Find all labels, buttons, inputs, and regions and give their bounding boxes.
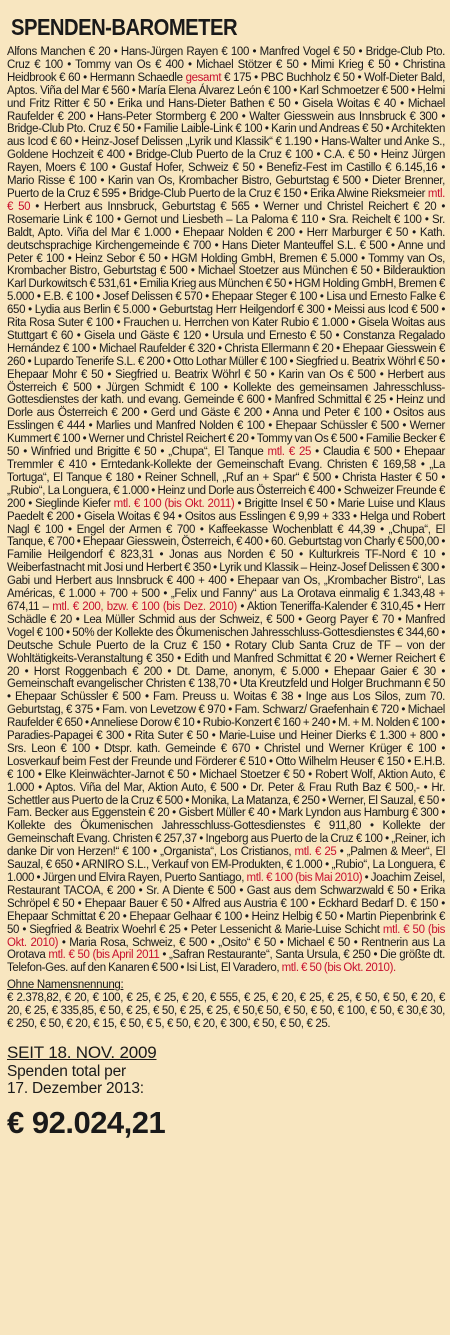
anonymous-donations: € 2.378,82, € 20, € 100, € 25, € 25, € 20, € 555, € 25, € 20, € 25, € 25, € 50, € 50, € 20, € 20, € 25, € 335,85, € 50, € 25, € 50, € 25, € 25, € 50,€ 50, € 50, € 50, € 100, € 50, € 30,€ 30, € 250, € 50, € 20, € 15, € 50, € 5, € 50, € 20, € 300, € 50, € 50, € 25. [7,992,445,1031]
donation-text: • Maria Rosa, Schweiz, € 500 • „Osito“ € 50 • Michael € 50 • Rentnerin aus La Orotava [7,936,445,962]
donation-text: • Claudia € 500 • Ehepaar Tremmler € 410 • Erntedank-Kollekte der Gemeinschaft Evang. Christen € 169,58 • „La Tortuga“, El Tanque € 180 • Reiner Schnell, „Ruf an + Spar“ € 500 • Christa Haster € 50 • „Rubio“, La Longuera, € 1.000 • Heinz und Dorle aus Österreich € 400 • Schweizer Freunde € 200 • Sieglinde Kiefer [7,446,445,510]
monthly-donation-note: mtl. € 100 (bis Okt. 2011) [113,497,235,510]
donations-list [7,46,445,975]
page-title: SPENDEN-BAROMETER [11,14,238,40]
donation-text: • Herbert aus Innsbruck, Geburtstag € 565 • Werner und Christel Reichert € 20 • Rosemarie Link € 100 • Gernot und Liesbeth – La Paloma € 110 • Sra. Reichelt € 100 • Sr. Baldt, Apto. Viña del Mar € 1.000 • Ehepaar Nolden € 200 • Herr Marburger € 50 • Kath. deutschsprachige Kirchengemeinde € 700 • Hans Dieter Manteuffel S.L. € 500 • Anne und Peter € 100 • Heinz Sebor € 50 • HGM Holding GmbH, Bremen € 5.000 • Tommy van Os, Krombacher Bistro, Geburtstag € 500 • Michael Stoetzer aus München € 50 • Bilderauktion Karl Durkowitsch € 531,61 • Emilia Krieg aus München € 50 • HGM Holding GmbH, Bremen € 5.000 • E.B. € 100 • Josef Delissen € 570 • Ehepaar Steger € 100 • Lisa und Ernesto Falke € 650 • Lydia aus Berlin € 5.000 • Geburtstag Herr Heilgendorf € 300 • Meissi aus Icod € 500 • Rita Rosa Suter € 100 • Frauchen u. Herrchen von Kater Rubio € 1.000 • Gisela Woitas aus Stuttgart € 60 • Gisela und Gäste € 120 • Ursula und Ernesto € 50 • Constanza Regalado Hernández € 100 • Michael Raufelder € 320 • Christa Ellermann € 20 • Ehepaar Giesswein € 260 • Lupardo Tenerife S.L. € 200 • Otto Lothar Müller € 100 • Siegfried u. Beatrix Wöhrl € 50 • Ehepaar Mohr € 50 • Siegfried u. Beatrix Wöhrl € 50 • Karin van Os € 500 • Herbert aus Österreich € 500 • Jürgen Schmidt € 100 • Kollekte des gemeinsamen Jahresschluss-Gottesdienstes der kath. und evang. Gemeinde € 600 • Manfred Schmittal € 25 • Heinz und Dorle aus Österreich € 200 • Gerd und Gäste € 200 • Anna und Peter € 100 • Ositos aus Esslingen € 444 • Marlies und Manfred Nolden € 100 • Ehepaar Schüssler € 500 • Werner Kummert € 100 • Werner und Christel Reichert € 20 • Tommy van Os € 500 • Familie Becker € 50 • Winfried und Brigitte € 50 • „Chupa“, El Tanque [7,200,446,459]
monthly-donation-note: mtl. € 25 [267,446,312,459]
monthly-donation-note: mtl. € 100 (bis Mai 2010) [246,872,363,884]
monthly-donation-note: mtl. € 25 [294,846,337,859]
donation-text: • Brigitte Insel € 50 • Marie Luise und Klaus Paedelt € 200 • Gisela Woitas € 94 • Ositos aus Esslingen € 9,99 + 333 • Helga und Robert Nagl € 100 • Engel der Armen € 700 • Kaffeekasse Wochenblatt € 44,39 • „Chupa“, El Tanque, € 700 • Ehepaar Giesswein, Österreich, € 400 • 60. Geburtstag von Charly € 500,00 • Familie Heilgendorf € 823,31 • Jonas aus Norden € 50 • Kulturkreis TF-Nord € 10 • Weiberfastnacht mit Josi und Herbert € 350 • Lyrik und Klassik – Heinz-Josef Delissen € 300 • Gabi und Herbert aus Innsbruck € 400 + 400 • Ehepaar van Os, „Krombacher Bistro“, Las Américas, € 1.000 + 700 + 500 • „Felix und Fanny“ aus La Orotava einmalig € 1.343,48 + 674,11 – [7,497,445,613]
anonymous-heading: Ohne Namensnennung: [7,979,124,992]
since-date: SEIT 18. NOV. 2009 [7,1042,157,1062]
total-amount: € 92.024,21 [7,1104,166,1140]
donation-text: • Joachim Zeisel, Restaurant TACOA, € 200 • Sr. A Diente € 500 • Gast aus dem Schwarzwald € 50 • Erika Schröpel € 50 • Ehepaar Bauer € 50 • Alfred aus Austria € 100 • Eckhard Bedarf D. € 150 • Ehepaar Schmittat € 20 • Ehepaar Gelhaar € 100 • Heinz Helbig € 50 • Martin Piepenbrink € 50 • Siegfried & Beatrix Woehrl € 25 • Peter Lessenicht & Marie-Luise Schicht [7,872,445,936]
donation-text: Alfons Manchen € 20 • Hans-Jürgen Rayen € 100 • Manfred Vogel € 50 • Bridge-Club Pto. Cruz € 100 • Tommy van Os € 400 • Michael Stötzer € 50 • Mimi Krieg € 50 • Christina Heidbrook € 60 • Hermann Schaedle [7,46,445,84]
donation-text: € 175 • PBC Buchholz € 50 • Wolf-Dieter Bald, Aptos. Viña del Mar € 560 • María Elena Álvarez León € 100 • Karl Schmoetzer € 500 • Helmi und Fritz Ritter € 50 • Erika und Hans-Dieter Bathen € 50 • Gisela Woitas € 40 • Michael Raufelder € 200 • Hans-Peter Stormberg € 200 • Walter Giesswein aus Innsbruck € 300 • Bridge-Club Pto. Cruz € 50 • Familie Laible-Link € 100 • Karin und Andreas € 50 • Architekten aus Icod € 60 • Heinz-Josef Delissen „Lyrik und Klassik“ € 1.190 • Hans-Walter und Anke S., Goldene Hochzeit € 400 • Bridge-Club Puerto de la Cruz € 100 • C.A. € 50 • Heinz Jürgen Rayen, Moers € 100 • Gustaf Hofer, Schweiz € 50 • Benefiz-Fest im Castillo € 6.145,16 • Mario Risse € 100 • Karin van Os, Krombacher Bistro, Geburtstag € 500 • Dieter Brenner, Puerto de la Cruz € 595 • Bridge-Club Puerto de la Cruz € 150 • Erika Alwine Rieksmeier [7,71,445,200]
monthly-donation-note: gesamt [185,71,222,84]
monthly-donation-note: mtl. € 50 (bis April 2011 [48,949,160,962]
total-label-line1: Spenden total per [7,1062,126,1080]
donation-text: • „Safran Restaurante“, Santa Ursula, € 250 • Die größte dt. Telefon-Ges. auf den Kanaren € 500 • Isi List, El Varadero, [7,949,446,975]
donation-text: • Aktion Teneriffa-Kalender € 310,45 • Herr Schädle € 20 • Lea Müller Schmid aus der Schweiz, € 500 • Georg Payer € 70 • Manfred Vogel € 100 • 50% der Kollekte des Ökumenischen Jahresschluss-Gottesdienstes € 344,60 • Deutsche Schule Puerto de la Cruz € 150 • Rotary Club Santa Cruz de TF – von der Wohltätigkeits-Veranstaltung € 350 • Edith und Manfred Schmittat € 20 • Werner Reichert € 20 • Horst Roggenbach € 200 • Dt. Dame, anonym, € 5.000 • Ehepaar Gaier € 30 • Gemeinschaft evangelischer Christen € 138,70 • Uta Kreutzfeld und Holger Bruchmann € 50 • Ehepaar Schüssler € 500 • Fam. Preuss u. Woitas € 38 • Inge aus Los Silos, zum 70. Geburtstag, € 375 • Fam. von Levetzow € 970 • Fam. Schwarz/ Graefenhain € 720 • Michael Raufelder € 650 • Anneliese Dorow € 10 • Rubio-Konzert € 160 + 240 • M. + M. Nolden € 100 • Paradies-Papagei € 300 • Rita Suter € 50 • Marie-Luise und Heiner Dierks € 1.300 + 800 • Srs. Leon € 100 • Dtspr. kath. Gemeinde € 670 • Christel und Werner Krüger € 100 • Losverkauf beim Fest der Freunde und Förderer € 510 • Otto Wilhelm Heuser € 150 • E.H.B. € 100 • Elke Kleinwächter-Jarnot € 50 • Michael Stoetzer € 50 • Robert Wolf, Aktion Auto, € 1.000 • Aptos. Viña del Mar, Aktion Auto, € 500 • Dr. Peter & Frau Ruth Baz € 500,- • Hr. Schettler aus Puerto de la Cruz € 500 • Monika, La Matanza, € 250 • Werner, El Sauzal, € 50 • Fam. Becker aus Eggenstein € 20 • Gisbert Müller € 40 • Mark Lyndon aus Hamburg € 300 • Kollekte des Ökumenischen Jahresschluss-Gottesdienstes € 911,80 • Kollekte der Gemeinschaft Evang. Christen € 257,37 • Ingeborg aus Puerto de la Cruz € 100 • „Reiner, ich danke Dir von Herzen!“ € 100 • „Organista“, Los Cristianos, [7,600,445,859]
total-label-line2: 17. Dezember 2013: [7,1079,144,1097]
monthly-donation-note: mtl. € 200, bzw. € 100 (bis Dez. 2010) [52,600,237,613]
monthly-donation-note: mtl. € 50 (bis Okt. 2010). [281,962,396,975]
donation-text: • „Palmen & Meer“, El Sauzal, € 650 • ARNIRO S.L., Verkauf von EM-Produkten, € 1.000 • „Rubio“, La Longuera, € 1.000 • Jürgen und Elvira Rayen, Puerto Santiago, [7,846,446,884]
monthly-donation-note: mtl. € 50 (bis Okt. 2010) [7,923,445,949]
monthly-donation-note: mtl. € 50 [7,187,445,213]
